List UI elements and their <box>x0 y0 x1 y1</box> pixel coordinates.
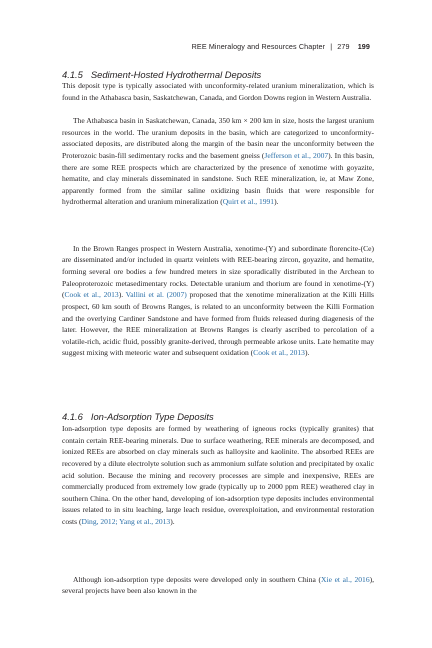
citation-link[interactable]: Cook et al., 2013 <box>64 290 119 300</box>
citation-link[interactable]: Cook et al., 2013 <box>253 348 305 358</box>
section-title: Sediment-Hosted Hydrothermal Deposits <box>90 69 262 80</box>
section-heading-4-1-6 <box>62 411 374 422</box>
paragraph-text: ). <box>274 197 279 207</box>
page-number: 199 <box>357 42 370 51</box>
section-number: 4.1.6 <box>62 411 83 422</box>
paragraph-text: ). <box>170 517 175 526</box>
paragraph-text: proposed that the xenotime mineralization at the Killi Hills prospect, 60 km south of Browns Ranges, is related to an unconformity between the Killi Formation and the overlying Cardiner Sandstone and have formed from fluids released during diagenesis of the later. However, the REE mineralization at Browns Ranges is clearly ascribed to percolation of a volatile-rich, acidic fluid, possibly granite-derived, through permeable arkose units. Late hematite may suggest mixing with meteoric water and subsequent oxidation ( <box>62 290 374 358</box>
citation-link[interactable]: Quirt et al., 1991 <box>222 197 275 207</box>
running-head-separator: | <box>330 42 333 51</box>
paragraph-text: ). <box>304 348 310 358</box>
citation-link[interactable]: Jefferson et al., 2007 <box>264 150 329 160</box>
paragraph <box>62 574 374 597</box>
paragraph-text: ). <box>118 290 126 300</box>
paragraph-text: ), several projects have been also known in the <box>62 574 374 596</box>
paragraph <box>62 80 374 103</box>
citation-link[interactable]: Vallini et al. (2007) <box>125 290 187 300</box>
section-number: 4.1.5 <box>62 69 83 80</box>
running-head-chapter-label: Chapter <box>298 42 326 51</box>
running-head <box>192 42 370 51</box>
paragraph <box>62 423 374 528</box>
citation-link[interactable]: Ding, 2012; Yang et al., 2013 <box>81 517 171 526</box>
paragraph <box>62 243 374 359</box>
paragraph-text: This deposit type is typically associated with unconformity-related uranium mineralization, which is found in the Athabasca basin, Saskatchewan, Canada, and Gordon Downs region in Western Australia. <box>62 81 374 102</box>
paragraph-text: ). In this basin, there are some REE prospects which are characterized by the presence of xenotime with goyazite, hematite, and clay minerals disseminated in sandstone. Such REE mineralization, ie, at Maw Zone, apparently formed from the similar saline oxidizing basin fluids that were responsible for hydrothermal alteration and uranium mineralization ( <box>62 150 374 207</box>
section-heading-4-1-5 <box>62 69 374 80</box>
paragraph-text: The Athabasca basin in Saskatchewan, Canada, 350 km × 200 km in size, hosts the largest uranium resources in the world. The uranium deposits in the basin, which are categorized to unconformity-associated deposits, are distributed along the margin of the basin near the unconformity between the Proterozoic basin-fill sedimentary rocks and the basement gneiss ( <box>62 116 374 160</box>
section-title: Ion-Adsorption Type Deposits <box>90 411 214 422</box>
paragraph <box>62 115 374 208</box>
paragraph-text: Ion-adsorption type deposits are formed by weathering of igneous rocks (typically granites) that contain certain REE-bearing minerals. Due to surface weathering, REE minerals are decomposed, and ionized REEs are absorbed on clay minerals such as halloysite and kaolinite. The absorbed REEs are recovered by a dilute electrolyte solution such as ammonium sulfate solution and precipitated by oxalic acid solution. Because the mining and recovery processes are simple and inexpensive, REEs are commercially produced from extremely low grade (typically up to 2000 ppm REE) weathered clay in southern China. On the other hand, developing of ion-adsorption type deposits includes environmental issues related to in situ leaching, large leach residue, overexploitation, and environmental restoration costs ( <box>62 424 374 526</box>
running-head-chapter-number: 279 <box>337 42 350 51</box>
paragraph-text: In the Brown Ranges prospect in Western Australia, xenotime-(Y) and subordinate florencite-(Ce) are disseminated and/or included in quartz veinlets with REE-bearing zircon, goyazite, and hematite, forming several ore bodies a few hundred meters in size sporadically distributed in the Archean to Paleoproterozoic metasedimentary rocks. Detectable uranium and thorium are found in xenotime-(Y) ( <box>62 243 374 300</box>
paragraph-text: Although ion-adsorption type deposits were developed only in southern China ( <box>73 574 322 584</box>
running-head-title: REE Mineralogy and Resources <box>191 42 297 51</box>
citation-link[interactable]: Xie et al., 2016 <box>321 574 370 584</box>
